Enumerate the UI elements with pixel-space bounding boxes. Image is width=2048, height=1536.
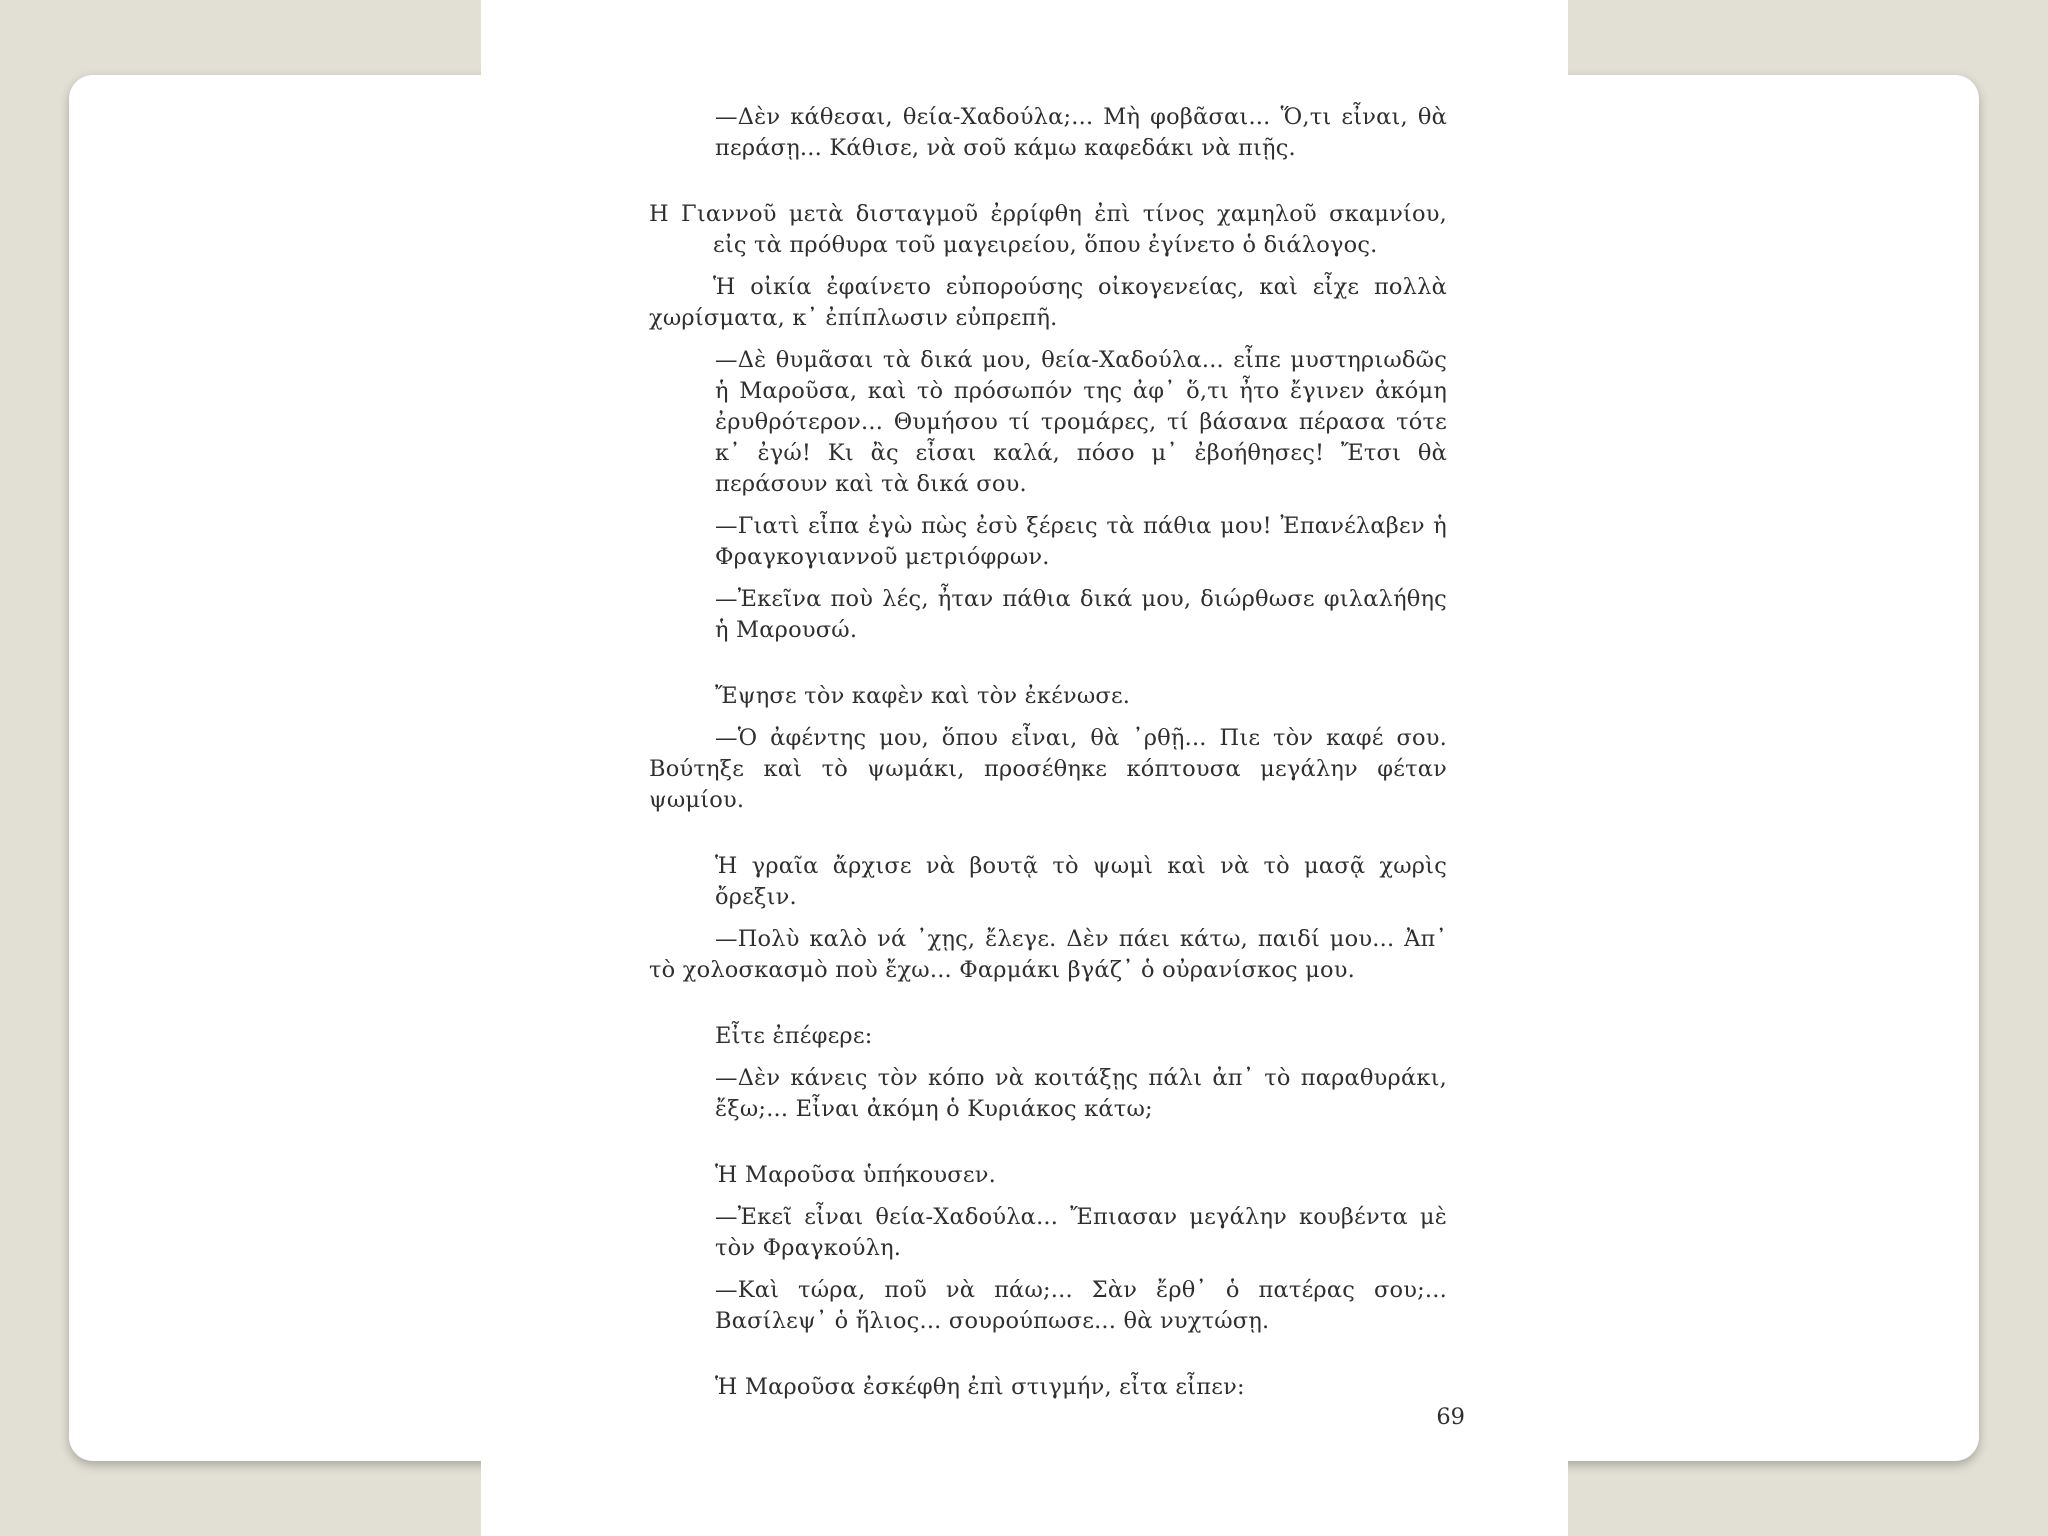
paragraph: Ἡ Μαροῦσα ὑπήκουσεν. [715,1162,996,1188]
paragraph: —Καὶ τώρα, ποῦ νὰ πάω;... Σὰν ἔρθ᾽ ὁ πατέρας σου;... Βασίλεψ᾽ ὁ ἥλιος... σουρούπωσε... θὰ νυχτώσῃ. [715,1277,1447,1334]
paragraph: —Γιατὶ εἶπα ἐγὼ πὼς ἐσὺ ξέρεις τὰ πάθια μου! Ἐπανέλαβεν ἡ Φραγκογιαννοῦ μετριόφρων. [715,513,1447,570]
paragraph: Ἔψησε τὸν καφὲν καὶ τὸν ἐκένωσε. [715,683,1131,709]
paragraph: —Ἐκεῖ εἶναι θεία-Χαδούλα... Ἔπιασαν μεγάλην κουβέντα μὲ τὸν Φραγκούλη. [715,1204,1447,1261]
book-page [481,0,1568,1536]
page-text [649,102,1447,1403]
paragraph: —Δὲ θυμᾶσαι τὰ δικά μου, θεία-Χαδούλα... εἶπε μυστηριωδῶς ἡ Μαροῦσα, καὶ τὸ πρόσωπόν της ἀφ᾽ ὅ,τι ἦτο ἔγινεν ἀκόμη ἐρυθρότερον... Θυμήσου τί τρομάρες, τί βάσανα πέρασα τότε κ᾽ ἐγώ! Κι ἂς εἶσαι καλά, πόσο μ᾽ ἐβοήθησες! Ἔτσι θὰ περάσουν καὶ τὰ δικά σου. [715,347,1447,497]
paragraph: Ἡ οἰκία ἐφαίνετο εὐπορούσης οἰκογενείας, καὶ εἶχε πολλὰ χωρίσματα, κ᾽ ἐπίπλωσιν εὐπρεπῆ. [649,274,1447,331]
paragraph: —Ὁ ἀφέντης μου, ὅπου εἶναι, θὰ ᾽ρθῇ... Πιε τὸν καφέ σου. Βούτηξε καὶ τὸ ψωμάκι, προσέθηκε κόπτουσα μεγάλην φέταν ψωμίου. [649,725,1447,813]
paragraph: Η Γιαννοῦ μετὰ δισταγμοῦ ἐρρίφθη ἐπὶ τίνος χαμηλοῦ σκαμνίου, εἰς τὰ πρόθυρα τοῦ μαγειρείου, ὅπου ἐγίνετο ὁ διάλογος. [649,201,1447,258]
paragraph: —Δὲν κάθεσαι, θεία-Χαδούλα;... Μὴ φοβᾶσαι... Ὅ,τι εἶναι, θὰ περάσῃ... Κάθισε, νὰ σοῦ κάμω καφεδάκι νὰ πιῇς. [715,104,1447,161]
paragraph: —Δὲν κάνεις τὸν κόπο νὰ κοιτάξῃς πάλι ἀπ᾽ τὸ παραθυράκι, ἔξω;... Εἶναι ἀκόμη ὁ Κυριάκος κάτω; [715,1065,1447,1122]
paragraph: Ἡ Μαροῦσα ἐσκέφθη ἐπὶ στιγμήν, εἶτα εἶπεν: [715,1374,1245,1400]
paragraph: —Ἐκεῖνα ποὺ λές, ἦταν πάθια δικά μου, διώρθωσε φιλαλήθης ἡ Μαρουσώ. [715,586,1447,643]
paragraph: Ἡ γραῖα ἄρχισε νὰ βουτᾷ τὸ ψωμὶ καὶ νὰ τὸ μασᾷ χωρὶς ὄρεξιν. [715,853,1447,910]
page-number: 69 [1436,1404,1465,1430]
paragraph: Εἶτε ἐπέφερε: [715,1023,873,1049]
paragraph: —Πολὺ καλὸ νά ᾽χῃς, ἔλεγε. Δὲν πάει κάτω, παιδί μου... Ἀπ᾽ τὸ χολοσκασμὸ ποὺ ἔχω... Φαρμάκι βγάζ᾽ ὁ οὐρανίσκος μου. [649,926,1447,983]
